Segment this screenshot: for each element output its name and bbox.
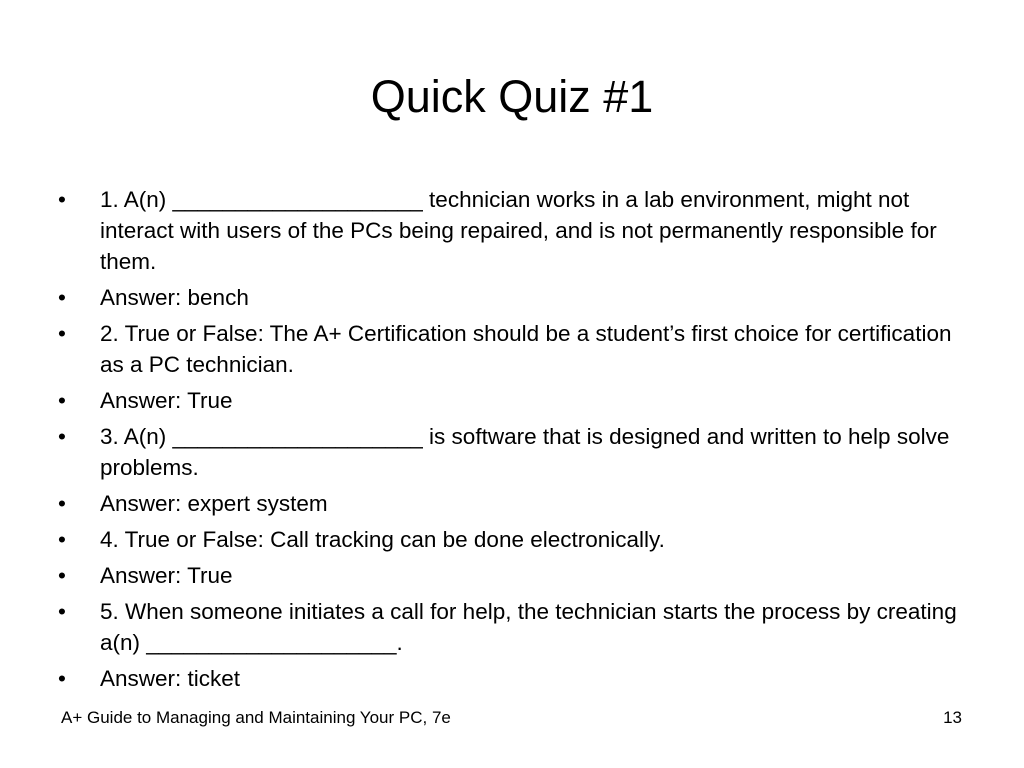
bullet-icon: • [58,599,66,624]
question-1-text: 1. A(n) ____________________ technician works in a lab environment, might not interact with users of the PCs being repaired, and is not permanently responsible for them. [100,187,937,274]
question-3 [58,421,958,483]
question-5 [58,596,958,658]
answer-4-text: Answer: True [100,563,233,588]
answer-4 [58,560,958,591]
bullet-icon: • [58,187,66,212]
question-2 [58,318,958,380]
question-4 [58,524,958,555]
question-3-text: 3. A(n) ____________________ is software that is designed and written to help solve problems. [100,424,950,480]
answer-1-text: Answer: bench [100,285,249,310]
answer-2 [58,385,958,416]
bullet-icon: • [58,285,66,310]
bullet-icon: • [58,424,66,449]
answer-1 [58,282,958,313]
answer-5-text: Answer: ticket [100,666,241,691]
footer-page-number: 13 [943,708,962,727]
question-5-text: 5. When someone initiates a call for help, the technician starts the process by creating a(n) ____________________. [100,599,957,655]
bullet-icon: • [58,321,66,346]
question-4-text: 4. True or False: Call tracking can be done electronically. [100,527,665,552]
bullet-list [58,184,958,699]
answer-5 [58,663,958,694]
question-2-text: 2. True or False: The A+ Certification should be a student’s first choice for certification as a PC technician. [100,321,952,377]
bullet-icon: • [58,666,66,691]
bullet-icon: • [58,563,66,588]
question-1 [58,184,958,277]
slide-title: Quick Quiz #1 [370,71,654,122]
answer-3 [58,488,958,519]
answer-3-text: Answer: expert system [100,491,328,516]
bullet-icon: • [58,388,66,413]
bullet-icon: • [58,491,66,516]
answer-2-text: Answer: True [100,388,233,413]
footer-book-title: A+ Guide to Managing and Maintaining Your PC, 7e [61,708,451,727]
bullet-icon: • [58,527,66,552]
